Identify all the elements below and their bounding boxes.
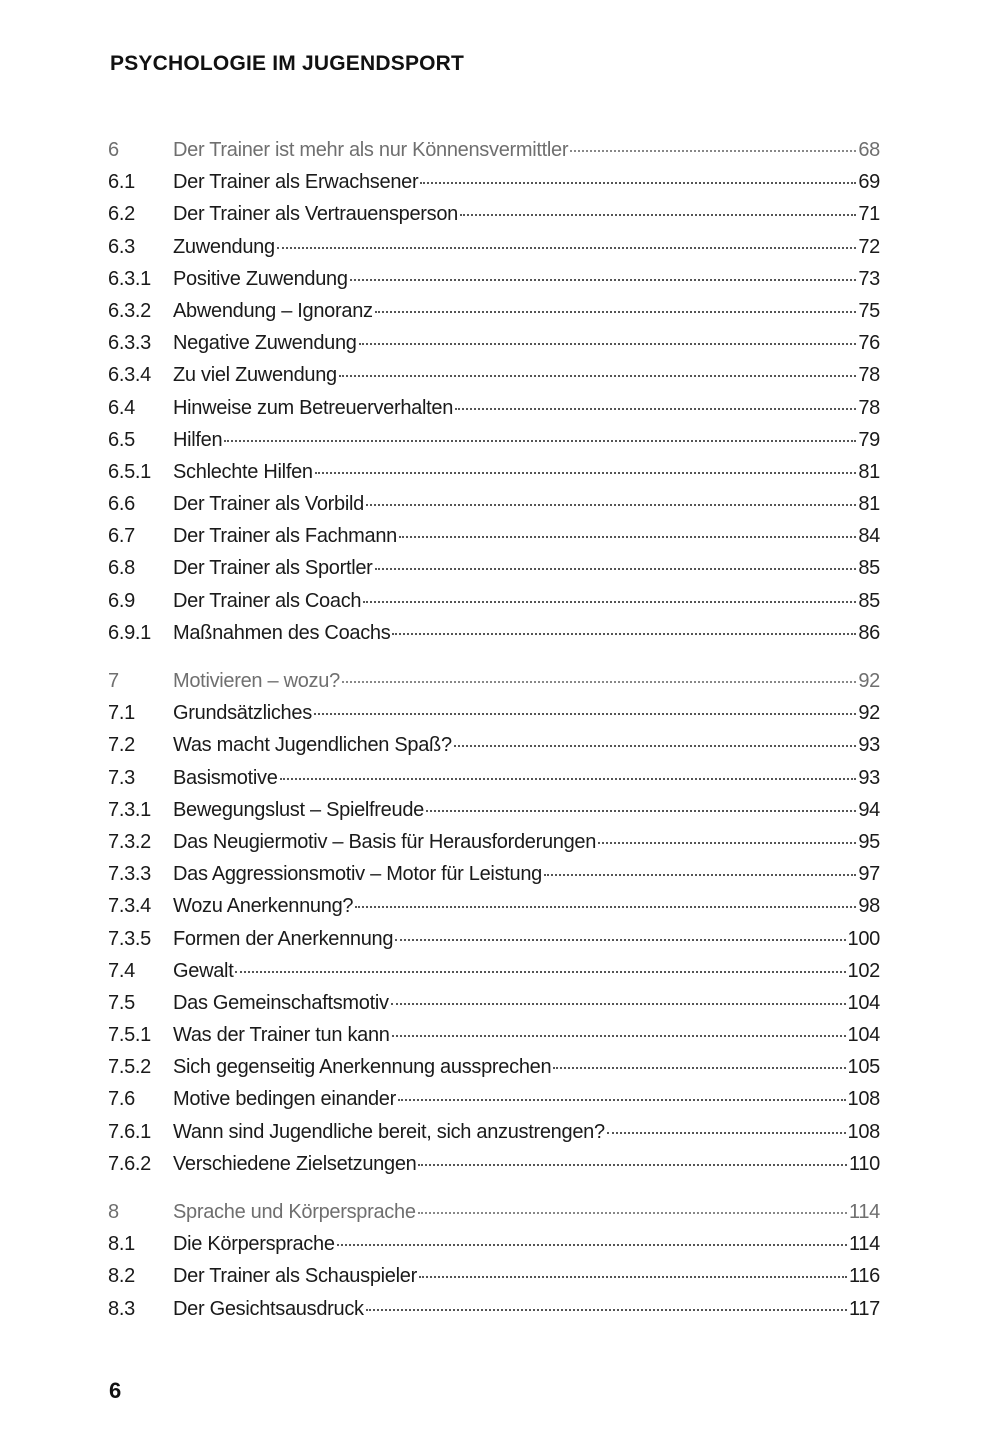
dot-leader (355, 906, 856, 908)
toc-entry (108, 1260, 880, 1292)
dot-leader (366, 1309, 847, 1311)
toc-entry (108, 585, 880, 617)
toc-entry-number: 6.9.1 (108, 621, 151, 644)
dot-leader (460, 214, 856, 216)
toc-entry-title: Der Trainer als Coach (173, 589, 362, 612)
toc-entry-title: Das Aggressionsmotiv – Motor für Leistung (173, 863, 542, 886)
toc-entry-number: 7.3.1 (108, 798, 151, 821)
toc-entry (108, 295, 880, 327)
toc-entry-page: 79 (858, 428, 880, 451)
toc-entry-page: 73 (858, 267, 880, 290)
toc-entry (108, 858, 880, 890)
toc-entry-number: 7.3.4 (108, 895, 151, 918)
toc-entry-number: 6.7 (108, 525, 135, 548)
page-number: 6 (109, 1378, 122, 1403)
toc-entry-number: 7.1 (108, 702, 135, 725)
toc-entry (108, 923, 880, 955)
toc-entry-title: Hilfen (173, 428, 223, 451)
toc-entry-title: Gewalt (173, 959, 234, 982)
toc-entry (108, 392, 880, 424)
dot-leader (399, 536, 856, 538)
toc-entry (108, 198, 880, 230)
toc-entry-title: Grundsätzliches (173, 702, 312, 725)
toc-entry (108, 987, 880, 1019)
toc-entry-page: 81 (858, 493, 880, 516)
toc-entry-page: 81 (858, 460, 880, 483)
toc-entry-page: 108 (847, 1120, 880, 1143)
toc-entry-title: Wann sind Jugendliche bereit, sich anzustrengen? (173, 1120, 605, 1143)
dot-leader (570, 150, 856, 152)
toc-entry-page: 76 (858, 332, 880, 355)
toc-entry-page: 71 (858, 203, 880, 226)
toc-entry-number: 6.3 (108, 235, 135, 258)
toc-entry (108, 1148, 880, 1180)
toc-entry-title: Sprache und Körpersprache (173, 1201, 416, 1223)
toc-entry (108, 1228, 880, 1260)
toc-entry-page: 93 (858, 766, 880, 789)
dot-leader (454, 745, 857, 747)
toc-entry-number: 7.3 (108, 766, 135, 789)
toc-entry-number: 7.6 (108, 1088, 135, 1111)
toc-entry-number: 6.2 (108, 203, 135, 226)
toc-entry-number: 6.3.3 (108, 332, 151, 355)
dot-leader (314, 713, 856, 715)
toc-entry (108, 488, 880, 520)
dot-leader (392, 1035, 846, 1037)
toc-entry-number: 6.1 (108, 171, 135, 194)
toc-entry (108, 1116, 880, 1148)
toc-entry-title: Negative Zuwendung (173, 332, 357, 355)
toc-entry (108, 263, 880, 295)
toc-entry (108, 552, 880, 584)
dot-leader (418, 1212, 847, 1214)
dot-leader (235, 971, 845, 973)
dot-leader (607, 1132, 846, 1134)
toc-entry-number: 7.6.2 (108, 1152, 151, 1175)
toc-entry-number: 7.3.2 (108, 830, 151, 853)
toc-entry (108, 1051, 880, 1083)
toc-entry-number: 7.5.1 (108, 1024, 151, 1047)
table-of-contents (108, 134, 880, 1341)
toc-entry-number: 7.4 (108, 959, 135, 982)
toc-entry-number: 6 (108, 139, 119, 161)
toc-entry (108, 729, 880, 761)
dot-leader (277, 247, 857, 249)
toc-entry-page: 97 (858, 863, 880, 886)
dot-leader (366, 504, 856, 506)
dot-leader (544, 874, 856, 876)
toc-entry-title: Formen der Anerkennung (173, 927, 394, 950)
dot-leader (426, 810, 856, 812)
toc-entry-page: 98 (858, 895, 880, 918)
dot-leader (359, 343, 857, 345)
toc-entry-page: 92 (858, 702, 880, 725)
toc-entry-page: 92 (858, 670, 880, 692)
toc-entry-page: 78 (858, 396, 880, 419)
toc-entry (108, 617, 880, 649)
toc-entry (108, 890, 880, 922)
dot-leader (395, 939, 845, 941)
toc-entry-title: Der Trainer ist mehr als nur Könnensvermittler (173, 139, 569, 161)
toc-entry-number: 8.3 (108, 1297, 135, 1320)
toc-chapter-heading (108, 665, 880, 697)
dot-leader (553, 1067, 845, 1069)
toc-entry-title: Motivieren – wozu? (173, 670, 340, 692)
toc-entry-title: Das Neugiermotiv – Basis für Herausforderungen (173, 830, 597, 853)
dot-leader (420, 182, 856, 184)
toc-entry-page: 84 (858, 525, 880, 548)
dot-leader (363, 601, 856, 603)
toc-entry-page: 105 (847, 1056, 880, 1079)
toc-entry-page: 108 (847, 1088, 880, 1111)
toc-entry-number: 7.5.2 (108, 1056, 151, 1079)
dot-leader (455, 408, 856, 410)
toc-entry-title: Sich gegenseitig Anerkennung aussprechen (173, 1056, 552, 1079)
toc-entry-title: Abwendung – Ignoranz (173, 299, 373, 322)
toc-entry-number: 7.6.1 (108, 1120, 151, 1143)
toc-entry-title: Der Trainer als Sportler (173, 557, 373, 580)
toc-entry-title: Bewegungslust – Spielfreude (173, 798, 424, 821)
toc-entry-title: Der Trainer als Schauspieler (173, 1265, 417, 1288)
toc-entry (108, 231, 880, 263)
toc-entry-number: 7.3.3 (108, 863, 151, 886)
toc-entry-number: 8 (108, 1201, 119, 1223)
toc-entry-number: 6.8 (108, 557, 135, 580)
toc-entry (108, 826, 880, 858)
toc-entry-number: 7.3.5 (108, 927, 151, 950)
toc-entry-title: Die Körpersprache (173, 1233, 335, 1256)
toc-entry-page: 95 (858, 830, 880, 853)
toc-entry-number: 8.2 (108, 1265, 135, 1288)
toc-entry-number: 6.5.1 (108, 460, 151, 483)
toc-chapter-heading (108, 1196, 880, 1228)
dot-leader (398, 1099, 846, 1101)
toc-entry-page: 117 (849, 1297, 880, 1320)
toc-entry-page: 85 (858, 589, 880, 612)
toc-entry (108, 456, 880, 488)
dot-leader (375, 311, 857, 313)
toc-entry-title: Zu viel Zuwendung (173, 364, 337, 387)
dot-leader (350, 279, 857, 281)
dot-leader (342, 681, 856, 683)
toc-entry-title: Zuwendung (173, 235, 275, 258)
toc-entry-title: Maßnahmen des Coachs (173, 621, 391, 644)
toc-entry-title: Der Trainer als Erwachsener (173, 171, 419, 194)
dot-leader (337, 1244, 847, 1246)
toc-chapter-heading (108, 134, 880, 166)
toc-entry-page: 68 (858, 139, 880, 161)
toc-entry-page: 116 (849, 1265, 880, 1288)
toc-chapter (108, 665, 880, 1180)
toc-entry-number: 6.6 (108, 493, 135, 516)
toc-entry (108, 1083, 880, 1115)
toc-entry-title: Motive bedingen einander (173, 1088, 396, 1111)
dot-leader (339, 375, 856, 377)
toc-entry-title: Was der Trainer tun kann (173, 1024, 390, 1047)
toc-entry-page: 114 (849, 1201, 880, 1223)
toc-entry-title: Basismotive (173, 766, 278, 789)
toc-entry-number: 6.3.4 (108, 364, 151, 387)
toc-chapter (108, 134, 880, 649)
toc-entry-page: 75 (858, 299, 880, 322)
toc-entry-title: Positive Zuwendung (173, 267, 348, 290)
toc-entry-title: Was macht Jugendlichen Spaß? (173, 734, 452, 757)
dot-leader (598, 842, 856, 844)
toc-entry-page: 110 (849, 1152, 880, 1175)
toc-entry-number: 7.5 (108, 991, 135, 1014)
toc-entry-page: 69 (858, 171, 880, 194)
dot-leader (392, 633, 856, 635)
toc-entry (108, 762, 880, 794)
toc-entry-page: 94 (858, 798, 880, 821)
toc-entry (108, 794, 880, 826)
toc-entry-page: 85 (858, 557, 880, 580)
toc-entry-title: Das Gemeinschaftsmotiv (173, 991, 389, 1014)
toc-entry-page: 104 (847, 1024, 880, 1047)
toc-entry-title: Verschiedene Zielsetzungen (173, 1152, 417, 1175)
toc-entry-page: 114 (849, 1233, 880, 1256)
toc-entry-page: 78 (858, 364, 880, 387)
toc-entry (108, 166, 880, 198)
toc-entry (108, 955, 880, 987)
toc-entry-number: 6.3.2 (108, 299, 151, 322)
toc-entry-page: 72 (858, 235, 880, 258)
toc-entry-title: Der Gesichtsausdruck (173, 1297, 364, 1320)
toc-entry-title: Der Trainer als Fachmann (173, 525, 398, 548)
toc-entry-title: Der Trainer als Vorbild (173, 493, 364, 516)
dot-leader (418, 1164, 847, 1166)
toc-entry-number: 6.5 (108, 428, 135, 451)
dot-leader (280, 778, 857, 780)
toc-entry (108, 520, 880, 552)
toc-entry-page: 93 (858, 734, 880, 757)
dot-leader (375, 568, 857, 570)
toc-entry-page: 102 (847, 959, 880, 982)
toc-entry-page: 104 (847, 991, 880, 1014)
toc-entry-title: Der Trainer als Vertrauensperson (173, 203, 458, 226)
toc-entry-title: Hinweise zum Betreuerverhalten (173, 396, 454, 419)
toc-entry (108, 1293, 880, 1325)
toc-entry-number: 7 (108, 670, 119, 692)
toc-entry-number: 6.3.1 (108, 267, 151, 290)
toc-entry-title: Wozu Anerkennung? (173, 895, 354, 918)
toc-entry-title: Schlechte Hilfen (173, 460, 313, 483)
running-head: PSYCHOLOGIE IM JUGENDSPORT (110, 52, 465, 75)
toc-entry-page: 100 (847, 927, 880, 950)
toc-entry-number: 6.9 (108, 589, 135, 612)
toc-entry (108, 359, 880, 391)
toc-entry (108, 424, 880, 456)
toc-entry-number: 6.4 (108, 396, 135, 419)
dot-leader (391, 1003, 846, 1005)
toc-chapter (108, 1196, 880, 1325)
toc-entry-page: 86 (858, 621, 880, 644)
dot-leader (224, 440, 856, 442)
toc-entry-number: 7.2 (108, 734, 135, 757)
dot-leader (315, 472, 857, 474)
toc-entry (108, 1019, 880, 1051)
toc-entry-number: 8.1 (108, 1233, 135, 1256)
toc-entry (108, 327, 880, 359)
dot-leader (419, 1276, 847, 1278)
toc-entry (108, 697, 880, 729)
